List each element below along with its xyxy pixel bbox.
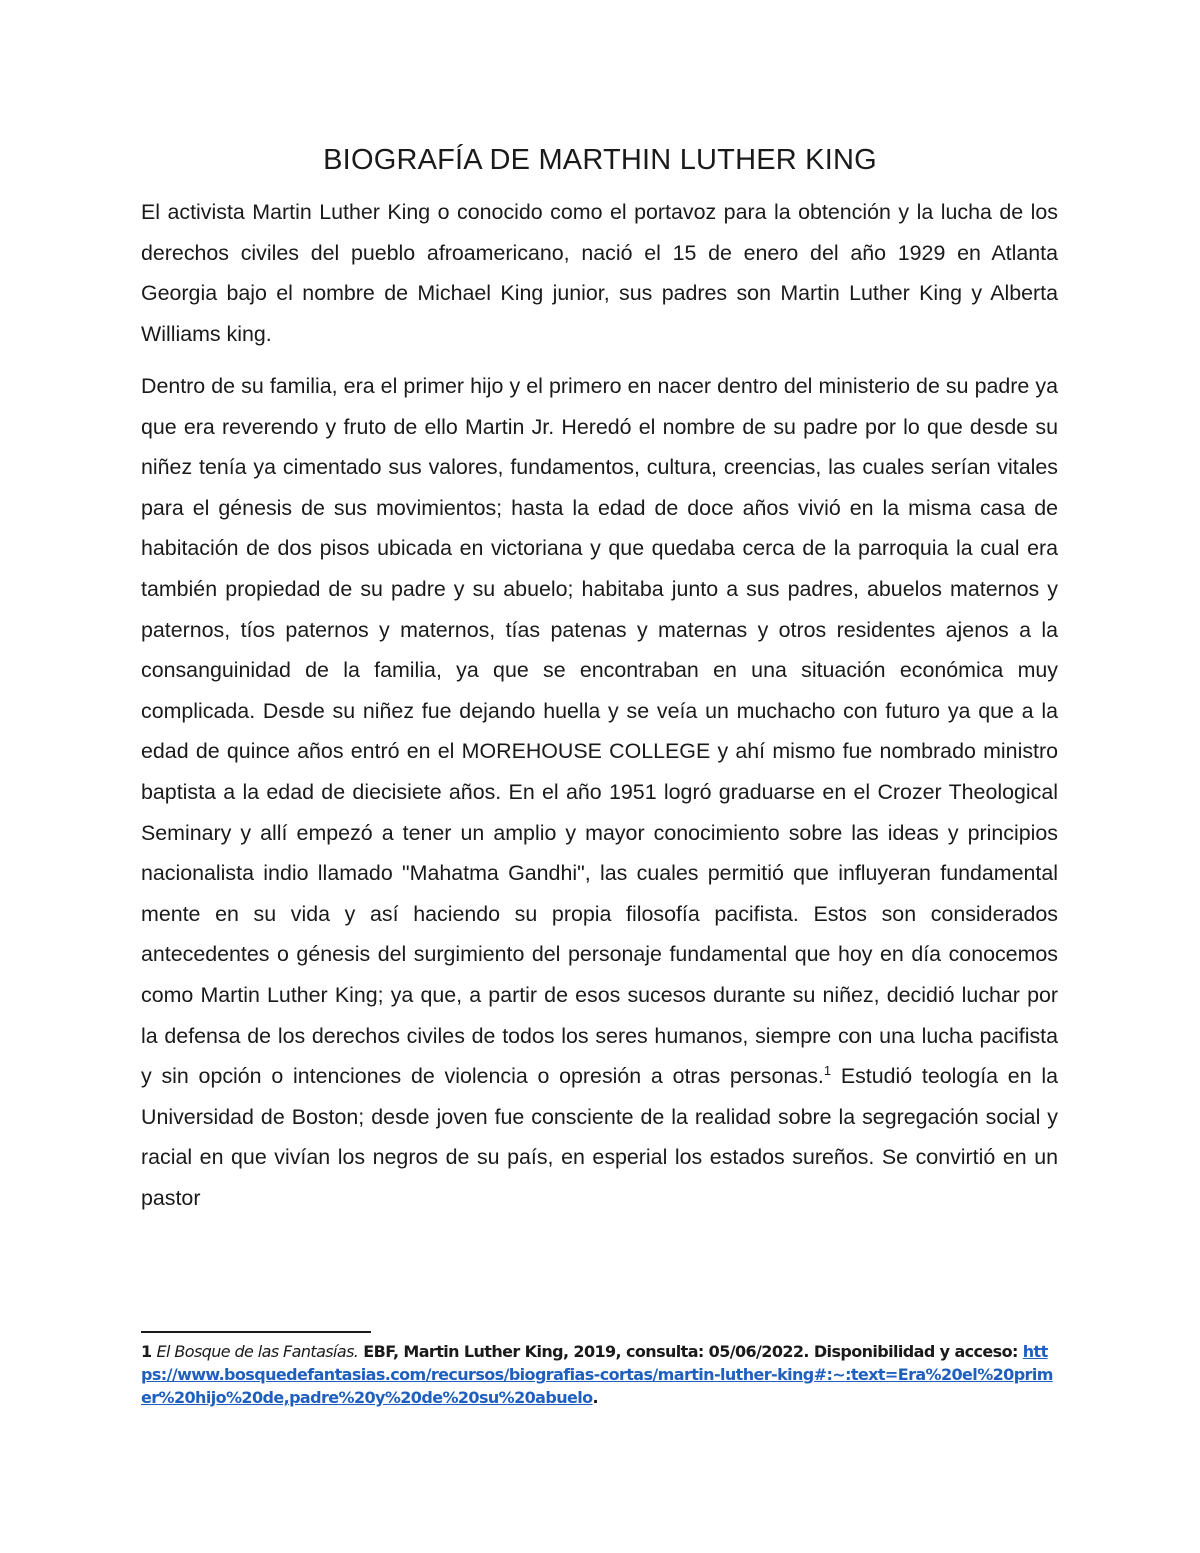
paragraph-intro: El activista Martin Luther King o conocido como el portavoz para la obtención y la lucha de los derechos civiles del pueblo afroamericano, nació el 15 de enero del año 1929 en Atlanta Georgia bajo el nombre de Michael King junior, sus padres son Martin Luther King y Alberta Williams king. — [141, 200, 1058, 346]
paragraph-biography — [141, 366, 1058, 1218]
paragraph-biography-text-part2: Estudió teología en la Universidad de Boston; desde joven fue consciente de la realidad sobre la segregación social y racial en que vivían los negros de su país, en esperial los estados sureños. Se convirtió en un pastor — [141, 1064, 1058, 1210]
footnote-number: 1 — [141, 1342, 152, 1361]
document-title: BIOGRAFÍA DE MARTHIN LUTHER KING — [323, 144, 877, 176]
paragraph-biography-text-part1: Dentro de su familia, era el primer hijo y el primero en nacer dentro del ministerio de su padre ya que era reverendo y fruto de ello Martin Jr. Heredó el nombre de su padre por lo que desde su niñez tenía ya cimentado sus valores, fundamentos, cultura, creencias, las cuales serían vitales para el génesis de sus movimientos; hasta la edad de doce años vivió en la misma casa de habitación de dos pisos ubicada en victoriana y que quedaba cerca de la parroquia la cual era también propiedad de su padre y su abuelo; habitaba junto a sus padres, abuelos maternos y paternos, tíos paternos y maternos, tías patenas y maternas y otros residentes ajenos a la consanguinidad de la familia, ya que se encontraban en una situación económica muy complicada. Desde su niñez fue dejando huella y se veía un muchacho con futuro ya que a la edad de quince años entró en el MOREHOUSE COLLEGE y ahí mismo fue nombrado ministro baptista a la edad de diecisiete años. En el año 1951 logró graduarse en el Crozer Theological Seminary y allí empezó a tener un amplio y mayor conocimiento sobre las ideas y principios nacionalista indio llamado "Mahatma Gandhi", las cuales permitió que influyeran fundamental mente en su vida y así haciendo su propia filosofía pacifista. Estos son considerados antecedentes o génesis del surgimiento del personaje fundamental que hoy en día conocemos como Martin Luther King; ya que, a partir de esos sucesos durante su niñez, decidió luchar por la defensa de los derechos civiles de todos los seres humanos, siempre con una lucha pacifista y sin opción o intenciones de violencia o opresión a otras personas. — [141, 374, 1058, 1089]
footnote-separator — [141, 1331, 371, 1333]
footnote-url-link[interactable]: https://www.bosquedefantasias.com/recursos/biografias-cortas/martin-luther-king#:~:text=Era%20el%20primer%20hijo%20de,padre%20y%20de%20su%20abuelo — [141, 1342, 1053, 1407]
footnote-trailing: . — [592, 1388, 599, 1407]
footnote-reference[interactable]: 1 — [823, 1062, 832, 1078]
footnote-work-title: El Bosque de las Fantasías. — [156, 1342, 359, 1361]
footnote-citation: EBF, Martin Luther King, 2019, consulta: 05/06/2022. Disponibilidad y acceso: — [358, 1342, 1023, 1361]
footnote — [141, 1340, 1058, 1409]
